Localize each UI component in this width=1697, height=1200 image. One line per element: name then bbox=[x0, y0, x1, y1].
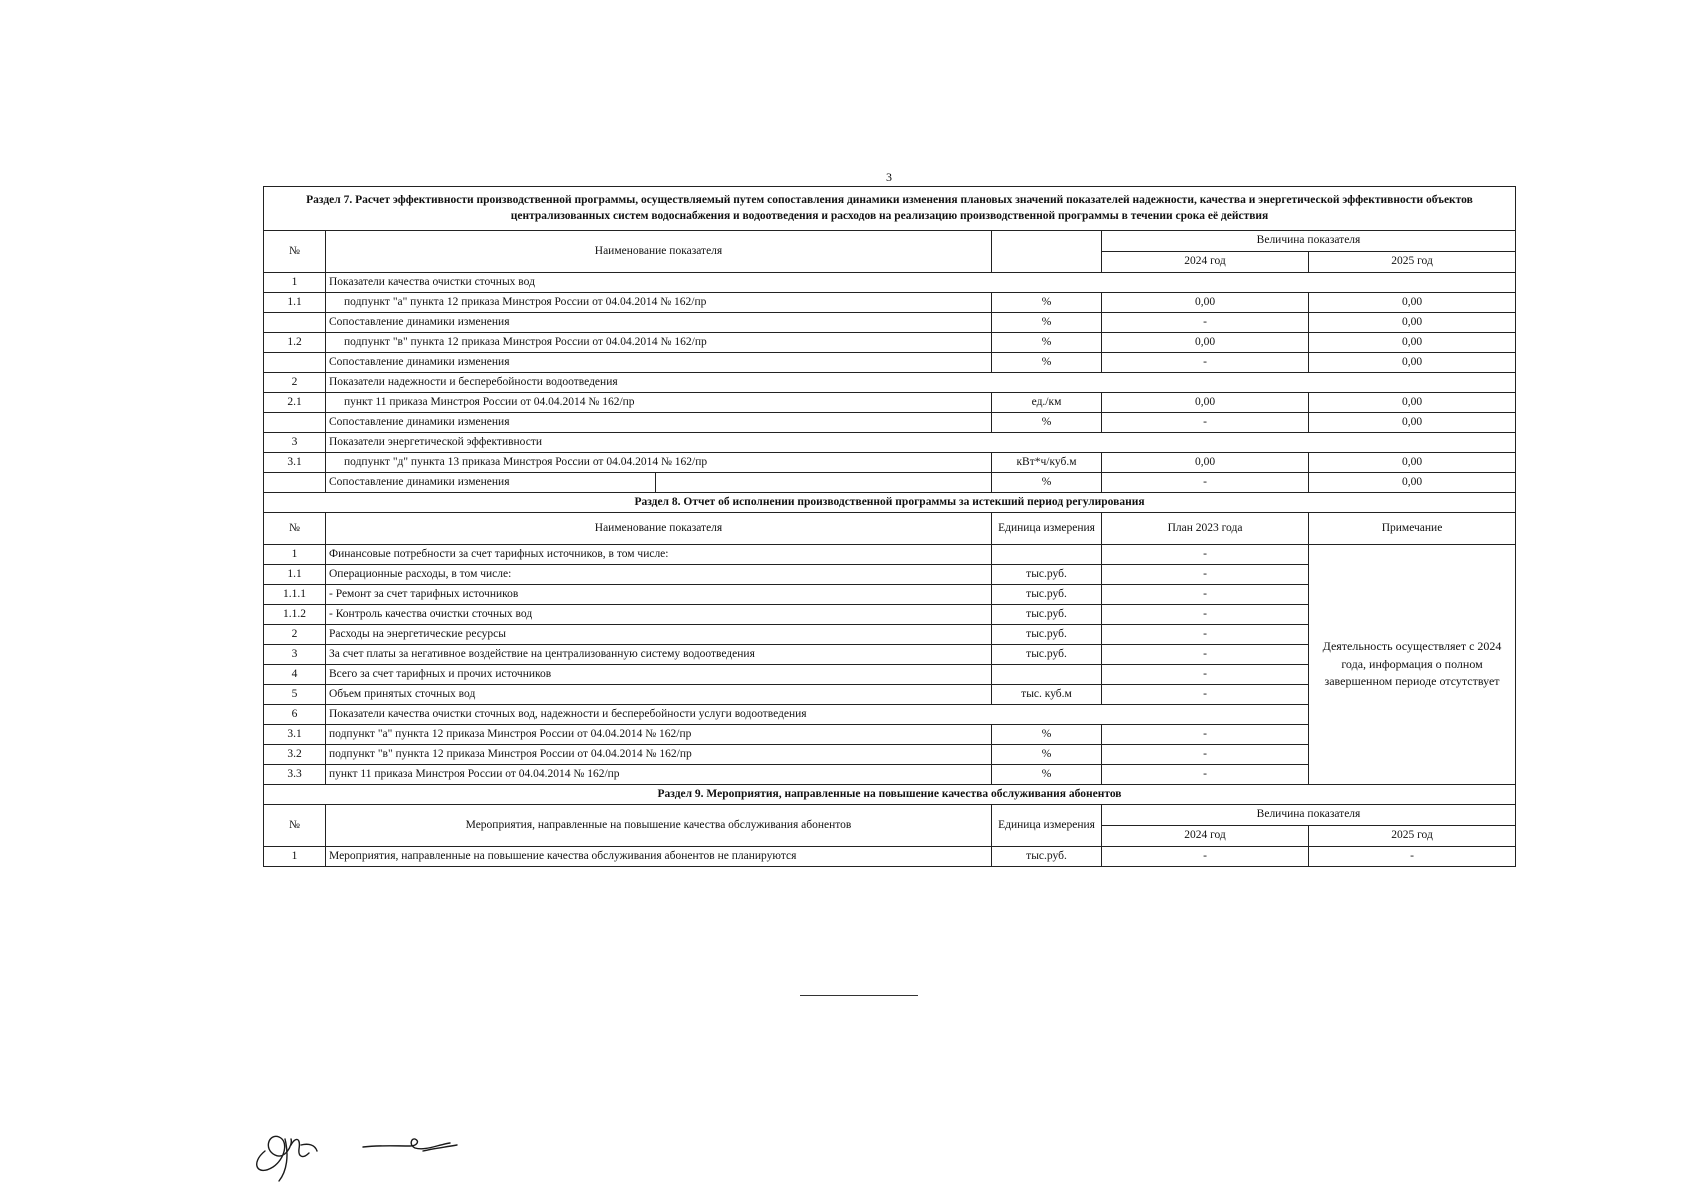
section-7-col-unit bbox=[992, 231, 1102, 273]
row-num: 3.2 bbox=[264, 745, 326, 765]
section-8-col-unit: Единица измерения bbox=[992, 513, 1102, 545]
section-8-col-num: № bbox=[264, 513, 326, 545]
section-7-col-2024: 2024 год bbox=[1102, 252, 1309, 273]
section-8-col-plan: План 2023 года bbox=[1102, 513, 1309, 545]
row-name: подпункт "в" пункта 12 приказа Минстроя России от 04.04.2014 № 162/пр bbox=[326, 333, 992, 353]
row-value-2024: 0,00 bbox=[1102, 293, 1309, 313]
row-num: 1 bbox=[264, 273, 326, 293]
row-num: 3.1 bbox=[264, 725, 326, 745]
production-program-table bbox=[263, 186, 1516, 867]
row-value-2025: - bbox=[1309, 847, 1516, 867]
row-value-2024: 0,00 bbox=[1102, 393, 1309, 413]
row-value-2024: - bbox=[1102, 473, 1309, 493]
table-row bbox=[264, 847, 1516, 867]
row-value-2025: 0,00 bbox=[1309, 413, 1516, 433]
row-num: 1.2 bbox=[264, 333, 326, 353]
table-row bbox=[264, 313, 1516, 333]
row-name: подпункт "а" пункта 12 приказа Минстроя России от 04.04.2014 № 162/пр bbox=[326, 725, 992, 745]
section-7-col-value: Величина показателя bbox=[1102, 231, 1516, 252]
row-unit: % bbox=[992, 333, 1102, 353]
row-value-2024: 0,00 bbox=[1102, 453, 1309, 473]
row-unit bbox=[992, 665, 1102, 685]
row-unit: % bbox=[992, 473, 1102, 493]
row-value-2024: 0,00 bbox=[1102, 333, 1309, 353]
row-name: Сопоставление динамики изменения bbox=[326, 353, 992, 373]
row-plan-2023: - bbox=[1102, 725, 1309, 745]
row-name: За счет платы за негативное воздействие на централизованную систему водоотведения bbox=[326, 645, 992, 665]
section-7-col-num: № bbox=[264, 231, 326, 273]
section-9-col-value: Величина показателя bbox=[1102, 805, 1516, 826]
row-num: 5 bbox=[264, 685, 326, 705]
section-7-col-name: Наименование показателя bbox=[326, 231, 992, 273]
row-num: 1 bbox=[264, 545, 326, 565]
row-value-2025: 0,00 bbox=[1309, 353, 1516, 373]
row-num: 3 bbox=[264, 433, 326, 453]
section-8-col-note: Примечание bbox=[1309, 513, 1516, 545]
row-unit: % bbox=[992, 413, 1102, 433]
row-num bbox=[264, 353, 326, 373]
row-plan-2023: - bbox=[1102, 585, 1309, 605]
row-value-2025: 0,00 bbox=[1309, 333, 1516, 353]
row-num: 1 bbox=[264, 847, 326, 867]
row-num: 2.1 bbox=[264, 393, 326, 413]
row-unit: ед./км bbox=[992, 393, 1102, 413]
row-num: 1.1.1 bbox=[264, 585, 326, 605]
row-unit: кВт*ч/куб.м bbox=[992, 453, 1102, 473]
row-name: Мероприятия, направленные на повышение качества обслуживания абонентов не планируются bbox=[326, 847, 992, 867]
row-plan-2023: - bbox=[1102, 745, 1309, 765]
row-num bbox=[264, 473, 326, 493]
table-row bbox=[264, 373, 1516, 393]
row-name: Всего за счет тарифных и прочих источников bbox=[326, 665, 992, 685]
table-row bbox=[264, 353, 1516, 373]
row-value-2025: 0,00 bbox=[1309, 313, 1516, 333]
row-name: Показатели качества очистки сточных вод bbox=[326, 273, 1516, 293]
row-num: 4 bbox=[264, 665, 326, 685]
section-7-title: Раздел 7. Расчет эффективности производственной программы, осуществляемый путем сопоставления динамики изменения плановых значений показателей надежности, качества и энергетической эффективности объектов централизованных систем водоснабжения и водоотведения и расходов на реализацию производственной программы в течении срока её действия bbox=[264, 187, 1516, 231]
table-row bbox=[264, 273, 1516, 293]
signature-image bbox=[245, 1115, 475, 1185]
row-num bbox=[264, 313, 326, 333]
row-num bbox=[264, 413, 326, 433]
row-name: подпункт "д" пункта 13 приказа Минстроя России от 04.04.2014 № 162/пр bbox=[326, 453, 992, 473]
row-unit: тыс.руб. bbox=[992, 585, 1102, 605]
row-plan-2023: - bbox=[1102, 645, 1309, 665]
row-value-2025: 0,00 bbox=[1309, 393, 1516, 413]
row-unit: тыс.руб. bbox=[992, 565, 1102, 585]
row-unit: % bbox=[992, 313, 1102, 333]
row-num: 3.1 bbox=[264, 453, 326, 473]
table-row bbox=[264, 433, 1516, 453]
row-plan-2023: - bbox=[1102, 605, 1309, 625]
row-value-2024: - bbox=[1102, 313, 1309, 333]
row-num: 1.1 bbox=[264, 565, 326, 585]
row-name: пункт 11 приказа Минстроя России от 04.04.2014 № 162/пр bbox=[326, 393, 992, 413]
row-unit: % bbox=[992, 725, 1102, 745]
section-9-col-num: № bbox=[264, 805, 326, 847]
row-num: 3.3 bbox=[264, 765, 326, 785]
row-name: пункт 11 приказа Минстроя России от 04.04.2014 № 162/пр bbox=[326, 765, 992, 785]
row-name: Сопоставление динамики изменения bbox=[326, 473, 656, 493]
row-name: Операционные расходы, в том числе: bbox=[326, 565, 992, 585]
row-unit: тыс.руб. bbox=[992, 605, 1102, 625]
row-name: Финансовые потребности за счет тарифных источников, в том числе: bbox=[326, 545, 992, 565]
row-name: Объем принятых сточных вод bbox=[326, 685, 992, 705]
page-number: 3 bbox=[886, 170, 892, 184]
row-name: подпункт "а" пункта 12 приказа Минстроя России от 04.04.2014 № 162/пр bbox=[326, 293, 992, 313]
section-8-title: Раздел 8. Отчет об исполнении производственной программы за истекший период регулирования bbox=[264, 493, 1516, 513]
row-plan-2023: - bbox=[1102, 565, 1309, 585]
row-unit: % bbox=[992, 765, 1102, 785]
footer-separator bbox=[800, 995, 918, 996]
row-empty-cell bbox=[656, 473, 992, 493]
row-unit: тыс.руб. bbox=[992, 645, 1102, 665]
row-num: 1.1.2 bbox=[264, 605, 326, 625]
row-value-2024: - bbox=[1102, 413, 1309, 433]
table-row bbox=[264, 473, 1516, 493]
section-8-note: Деятельность осуществляет с 2024 года, информация о полном завершенном периоде отсутствует bbox=[1309, 545, 1516, 785]
row-unit: тыс. куб.м bbox=[992, 685, 1102, 705]
table-row bbox=[264, 393, 1516, 413]
section-9-col-unit: Единица измерения bbox=[992, 805, 1102, 847]
row-plan-2023: - bbox=[1102, 765, 1309, 785]
row-name: подпункт "в" пункта 12 приказа Минстроя России от 04.04.2014 № 162/пр bbox=[326, 745, 992, 765]
row-num: 6 bbox=[264, 705, 326, 725]
section-9-col-2025: 2025 год bbox=[1309, 826, 1516, 847]
table-row bbox=[264, 293, 1516, 313]
row-name: - Ремонт за счет тарифных источников bbox=[326, 585, 992, 605]
table-row bbox=[264, 333, 1516, 353]
section-9-title: Раздел 9. Мероприятия, направленные на повышение качества обслуживания абонентов bbox=[264, 785, 1516, 805]
row-value-2025: 0,00 bbox=[1309, 473, 1516, 493]
row-num: 2 bbox=[264, 625, 326, 645]
row-name: Сопоставление динамики изменения bbox=[326, 313, 992, 333]
table-row bbox=[264, 453, 1516, 473]
row-value-2025: 0,00 bbox=[1309, 453, 1516, 473]
section-9-col-2024: 2024 год bbox=[1102, 826, 1309, 847]
row-num: 1.1 bbox=[264, 293, 326, 313]
row-unit: тыс.руб. bbox=[992, 847, 1102, 867]
row-plan-2023: - bbox=[1102, 545, 1309, 565]
row-name: Показатели качества очистки сточных вод, надежности и бесперебойности услуги водоотведения bbox=[326, 705, 1309, 725]
row-name: Показатели надежности и бесперебойности водоотведения bbox=[326, 373, 1516, 393]
row-value-2024: - bbox=[1102, 353, 1309, 373]
row-value-2024: - bbox=[1102, 847, 1309, 867]
document-body bbox=[263, 186, 1515, 867]
section-8-col-name: Наименование показателя bbox=[326, 513, 992, 545]
row-plan-2023: - bbox=[1102, 625, 1309, 645]
row-num: 3 bbox=[264, 645, 326, 665]
row-unit: % bbox=[992, 293, 1102, 313]
row-plan-2023: - bbox=[1102, 665, 1309, 685]
row-value-2025: 0,00 bbox=[1309, 293, 1516, 313]
row-name: Показатели энергетической эффективности bbox=[326, 433, 1516, 453]
table-row bbox=[264, 413, 1516, 433]
row-num: 2 bbox=[264, 373, 326, 393]
row-name: - Контроль качества очистки сточных вод bbox=[326, 605, 992, 625]
row-name: Сопоставление динамики изменения bbox=[326, 413, 992, 433]
row-unit: тыс.руб. bbox=[992, 625, 1102, 645]
row-unit bbox=[992, 545, 1102, 565]
row-unit: % bbox=[992, 745, 1102, 765]
row-unit: % bbox=[992, 353, 1102, 373]
row-plan-2023: - bbox=[1102, 685, 1309, 705]
section-7-col-2025: 2025 год bbox=[1309, 252, 1516, 273]
table-row bbox=[264, 545, 1516, 565]
section-9-col-name: Мероприятия, направленные на повышение качества обслуживания абонентов bbox=[326, 805, 992, 847]
row-name: Расходы на энергетические ресурсы bbox=[326, 625, 992, 645]
